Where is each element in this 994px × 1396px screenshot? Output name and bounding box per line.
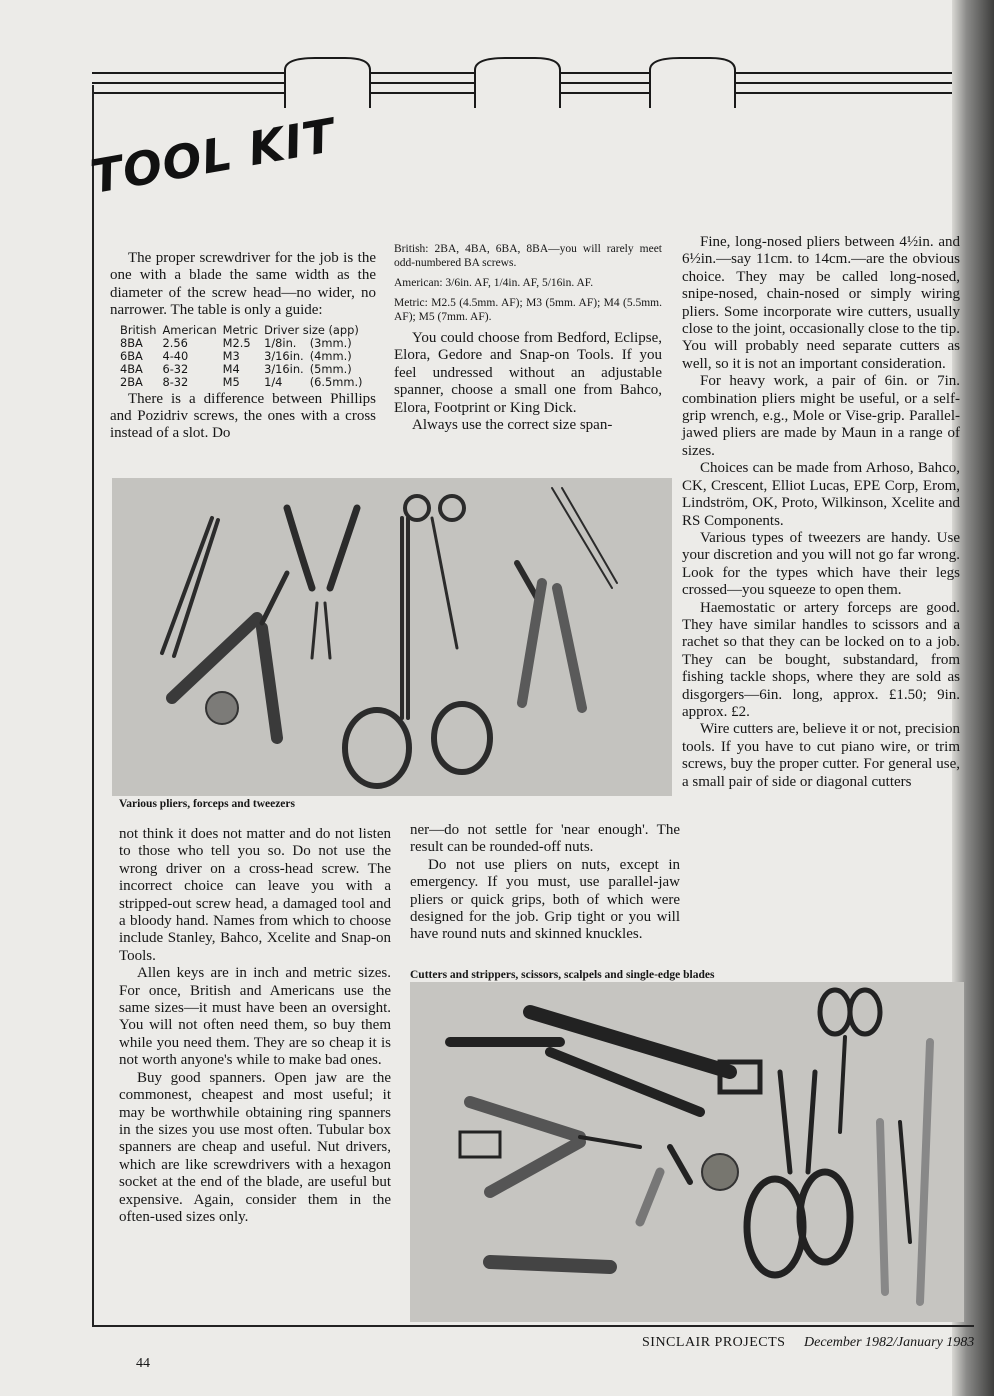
table-cell: 8BA [120, 335, 143, 350]
coin-icon [702, 1154, 738, 1190]
table-cell: 8-32 [162, 374, 189, 389]
cutters-scissors-photo [410, 982, 964, 1322]
column-3 [682, 234, 960, 791]
table-cell: M2.5 [222, 335, 251, 350]
column-2-top [394, 242, 662, 434]
table-cell: 4BA [120, 361, 143, 376]
table-header-row [120, 324, 369, 337]
column-1-bottom [119, 826, 391, 1226]
photo1-caption: Various pliers, forceps and tweezers [119, 798, 295, 810]
column-3-paragraph: Fine, long-nosed pliers between 4½in. and 6½in.—say 11cm. to 14cm.—are the obvious choice. They may be called long-nosed, snipe-nosed, chain-nosed or simply wiring pliers. Some incorporate wire cutters, usually close to the joint, occasionally close to the tip. You will probably need separate cutters as well, so it is not an important consideration. [682, 234, 960, 372]
american-sizes: American: 3/6in. AF, 1/4in. AF, 5/16in. AF. [394, 277, 594, 289]
article-title: TOOL KIT [86, 107, 340, 204]
spanner-brands-paragraph: You could choose from Bedford, Eclipse, Elora, Gedore and Snap-on Tools. If you feel undressed without an adjustable spanner, choose a small one from Bahco, Elora, Footprint or King Dick. [394, 330, 662, 416]
table-cell: 2.56 [162, 335, 188, 350]
column-2-paragraph: ner—do not settle for 'near enough'. The result can be rounded-off nuts. [410, 822, 680, 856]
column-3-paragraph: For heavy work, a pair of 6in. or 7in. combination pliers might be useful, or a self-grip wrench, e.g., Mole or Vise-grip. Parallel-jawed pliers are made by Maun in a range of sizes. [682, 373, 960, 459]
cutters-illustration [410, 982, 964, 1322]
table-cell: 6-32 [162, 361, 189, 376]
photo2-caption: Cutters and strippers, scissors, scalpels and single-edge blades [410, 969, 715, 981]
table-cell: M3 [222, 348, 240, 363]
column-2-paragraph: Do not use pliers on nuts, except in emergency. If you must, use parallel-jaw pliers or quick grips, both of which were designed for the job. Grip tight or you will have round nuts and skinned knuckles. [410, 856, 680, 943]
column-3-paragraph: Wire cutters are, believe it or not, precision tools. If you have to cut piano wire, or trim screws, buy the proper cutter. For general use, a small pair of side or diagonal cutters [682, 721, 960, 790]
metric-sizes: Metric: M2.5 (4.5mm. AF); M3 (5mm. AF); M4 (5.5mm. AF); M5 (7mm. AF). [394, 297, 662, 323]
tools-illustration [112, 478, 672, 796]
column-1-paragraph: Buy good spanners. Open jaw are the commonest, cheapest and most useful; it may be worthwhile obtaining ring spanners in the sizes you use most often. Tubular box spanners are cheap and useful. Nut drivers, which are like screwdrivers with a hexagon socket at the end of the blade, are useful but expensive. Again, consider them in the often-used sizes only. [119, 1069, 391, 1225]
screw-size-table [120, 324, 369, 389]
intro-paragraph: The proper screwdriver for the job is the one with a blade the same width as the diameter of the screw head—no wider, no narrower. The table is only a guide: [110, 250, 376, 319]
column-3-paragraph: Choices can be made from Arhoso, Bahco, CK, Crescent, Elliot Lucas, EPE Corp, Erom, Lindström, OK, Proto, Wilkinson, Xcelite and RS Components. [682, 460, 960, 529]
table-row [120, 337, 369, 350]
table-row [120, 376, 369, 389]
spanner-size-list [394, 242, 662, 324]
column-1-paragraph: Allen keys are in inch and metric sizes. For once, British and Americans use the same sizes—it must have been an oversight. You will not often need them, so buy them while you need them. They are so cheap it is not worth anyone's while to make bad ones. [119, 965, 391, 1069]
table-row [120, 363, 369, 376]
table-cell: 3/16in. [264, 361, 304, 376]
after-table-paragraph: There is a difference between Phillips and Pozidriv screws, the ones with a cross instead of a slot. Do [110, 390, 376, 442]
table-header-cell: Metric [222, 322, 259, 337]
magazine-name: SINCLAIR PROJECTS [642, 1335, 786, 1350]
table-cell: (4mm.) [309, 348, 352, 363]
table-row [120, 350, 369, 363]
column-3-paragraph: Haemostatic or artery forceps are good. They have similar handles to scissors and a rachet so that they can be locked on to a job. They can be bought, substandard, from fishing tackle shops, where they are sold as disgorgers—6in. long, approx. £1.50; 9in. approx. £2. [682, 599, 960, 720]
table-header-cell: British [120, 322, 157, 337]
column-3-paragraph: Various types of tweezers are handy. Use your discretion and you will not go far wrong. Look for the types which have their legs crossed—you squeeze to open them. [682, 529, 960, 599]
issue-date: December 1982/January 1983 [804, 1335, 975, 1350]
table-cell: M5 [222, 374, 240, 389]
table-header-cell: Driver size (app) [264, 322, 359, 337]
table-cell: 4-40 [162, 348, 189, 363]
coin-icon [206, 692, 238, 724]
table-cell: (5mm.) [309, 361, 352, 376]
table-cell: 1/8in. [264, 335, 297, 350]
table-cell: 6BA [120, 348, 143, 363]
table-cell: 1/4 [264, 374, 283, 389]
table-cell: M4 [222, 361, 240, 376]
table-cell: 3/16in. [264, 348, 304, 363]
table-header-cell: American [162, 322, 217, 337]
table-cell: (6.5mm.) [309, 374, 363, 389]
page-number: 44 [136, 1356, 150, 1371]
column-1-top [110, 250, 376, 443]
spanner-size-paragraph: Always use the correct size span- [412, 417, 613, 434]
column-1-paragraph: not think it does not matter and do not listen to those who tell you so. Do not use the wrong driver on a cross-head screw. The incorrect choice can leave you with a stripped-out screw head, a damaged tool and a bloody hand. Names from which to choose include Stanley, Bahco, Xcelite and Snap-on Tools. [119, 826, 391, 964]
table-cell: (3mm.) [309, 335, 352, 350]
british-sizes: British: 2BA, 4BA, 6BA, 8BA—you will rarely meet odd-numbered BA screws. [394, 243, 662, 269]
table-cell: 2BA [120, 374, 143, 389]
pliers-forceps-tweezers-photo [112, 478, 672, 796]
column-2-bottom [410, 822, 680, 944]
